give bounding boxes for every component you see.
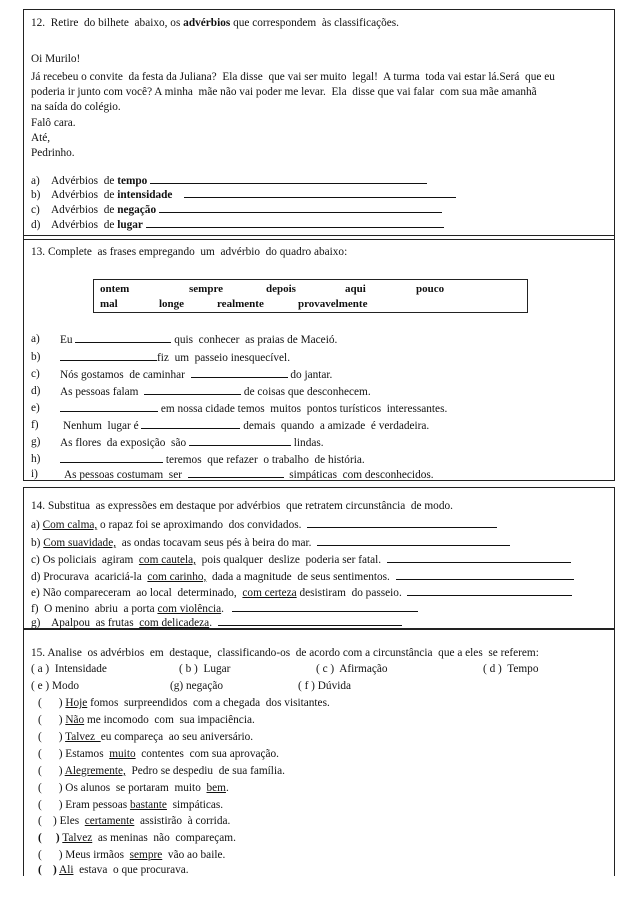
letter-line: Até,	[31, 132, 51, 144]
word-box-item: realmente	[217, 298, 264, 310]
q15-item: ( ) Eram pessoas bastante simpáticas.	[38, 799, 224, 811]
answer-parens[interactable]: ( )	[38, 815, 57, 827]
q14-item: e) Não compareceram ao local determinado, com certeza desistiram do passeio.	[31, 586, 572, 600]
letter-line: na saída do colégio.	[31, 101, 121, 113]
legend-item: (g) negação	[170, 680, 223, 692]
answer-blank[interactable]	[191, 368, 288, 378]
border-tick-left	[23, 864, 24, 876]
answer-blank[interactable]	[407, 586, 572, 596]
answer-parens[interactable]: ( )	[38, 714, 63, 726]
q15-item: ( ) Alegremente, Pedro se despediu de sua família.	[38, 765, 285, 777]
answer-blank[interactable]	[307, 518, 497, 528]
answer-blank[interactable]	[188, 468, 284, 478]
q12-item: c) Advérbios de negação	[31, 203, 442, 217]
word-box-item: aqui	[345, 283, 366, 295]
answer-blank[interactable]	[232, 602, 418, 612]
answer-parens[interactable]: ( )	[38, 832, 60, 844]
letter-line: Já recebeu o convite da festa da Juliana? Ela disse que vai ser muito legal! A turma toda vai estar lá.Será que eu	[31, 71, 555, 83]
answer-parens[interactable]: ( )	[38, 765, 63, 777]
q14-title: 14. Substitua as expressões em destaque por advérbios que retratem circunstância de modo.	[31, 500, 453, 512]
legend-item: ( d ) Tempo	[483, 663, 539, 675]
answer-parens[interactable]: ( )	[38, 697, 63, 709]
answer-parens[interactable]: ( )	[38, 731, 63, 743]
answer-blank[interactable]	[150, 174, 427, 184]
q14-item: g) Apalpou as frutas com delicadeza.	[31, 616, 402, 630]
word-box-item: depois	[266, 283, 296, 295]
legend-item: ( a ) Intensidade	[31, 663, 107, 675]
answer-parens[interactable]: ( )	[38, 748, 63, 760]
letter-line: poderia ir junto com você? A minha mãe não vai poder me levar. Ela disse que vai falar com sua mãe amanhã	[31, 86, 537, 98]
q15-item: ( ) Meus irmãos sempre vão ao baile.	[38, 849, 226, 861]
adverb-word-box	[93, 279, 528, 313]
answer-blank[interactable]	[146, 218, 444, 228]
answer-blank[interactable]	[75, 333, 171, 343]
answer-parens[interactable]: ( )	[38, 864, 57, 876]
q15-item: ( ) Talvez eu compareça ao seu aniversário.	[38, 731, 254, 743]
legend-item: ( f ) Dúvida	[298, 680, 352, 692]
q15-item: ( ) Eles certamente assistirão à corrida.	[38, 815, 231, 827]
answer-blank[interactable]	[60, 351, 157, 361]
q14-item: c) Os policiais agiram com cautela, pois qualquer deslize poderia ser fatal.	[31, 553, 571, 567]
legend-item: ( c ) Afirmação	[316, 663, 388, 675]
q12-title: 12. Retire do bilhete abaixo, os advérbios que correspondem às classificações.	[31, 17, 400, 29]
q15-item: ( ) Ali estava o que procurava.	[38, 864, 189, 876]
letter-line: Oi Murilo!	[31, 53, 81, 65]
q14-item: f) O menino abriu a porta com violência.	[31, 602, 418, 616]
q14-item: a) Com calma, o rapaz foi se aproximando dos convidados.	[31, 518, 497, 532]
answer-blank[interactable]	[184, 188, 456, 198]
answer-blank[interactable]	[218, 616, 402, 626]
word-box-item: ontem	[100, 283, 130, 295]
answer-blank[interactable]	[159, 203, 442, 213]
q14-item: d) Procurava acariciá-la com carinho, dada a magnitude de seus sentimentos.	[31, 570, 574, 584]
answer-parens[interactable]: ( )	[38, 782, 63, 794]
q12-item: a) Advérbios de tempo	[31, 174, 427, 188]
q15-item: ( ) Talvez as meninas não compareçam.	[38, 832, 236, 844]
answer-blank[interactable]	[317, 536, 510, 546]
q15-item: ( ) Estamos muito contentes com sua aprovação.	[38, 748, 279, 760]
q13-title: 13. Complete as frases empregando um advérbio do quadro abaixo:	[31, 246, 348, 258]
answer-blank[interactable]	[60, 402, 158, 412]
word-box-item: mal	[100, 298, 118, 310]
word-box-item: provavelmente	[298, 298, 368, 310]
answer-blank[interactable]	[60, 453, 163, 463]
word-box-item: sempre	[189, 283, 224, 295]
q15-item: ( ) Não me incomodo com sua impaciência.	[38, 714, 255, 726]
q15-title: 15. Analise os advérbios em destaque, classificando-os de acordo com a circunstância que a eles se referem:	[31, 647, 539, 659]
letter-line: Pedrinho.	[31, 147, 75, 159]
word-box-item: longe	[159, 298, 185, 310]
q12-item: b) Advérbios de intensidade	[31, 188, 456, 202]
letter-line: Falô cara.	[31, 117, 76, 129]
border-tick-right	[614, 864, 615, 876]
q14-item: b) Com suavidade, as ondas tocavam seus pés à beira do mar.	[31, 536, 510, 550]
answer-parens[interactable]: ( )	[38, 799, 63, 811]
legend-item: ( e ) Modo	[31, 680, 80, 692]
word-box-item: pouco	[416, 283, 445, 295]
answer-blank[interactable]	[144, 385, 241, 395]
answer-blank[interactable]	[141, 419, 240, 429]
q12-item: d) Advérbios de lugar	[31, 218, 444, 232]
q15-item: ( ) Hoje fomos surpreendidos com a chegada dos visitantes.	[38, 697, 330, 709]
answer-blank[interactable]	[387, 553, 571, 563]
answer-blank[interactable]	[396, 570, 574, 580]
q15-item: ( ) Os alunos se portaram muito bem.	[38, 782, 229, 794]
legend-item: ( b ) Lugar	[179, 663, 231, 675]
answer-blank[interactable]	[189, 436, 291, 446]
answer-parens[interactable]: ( )	[38, 849, 63, 861]
